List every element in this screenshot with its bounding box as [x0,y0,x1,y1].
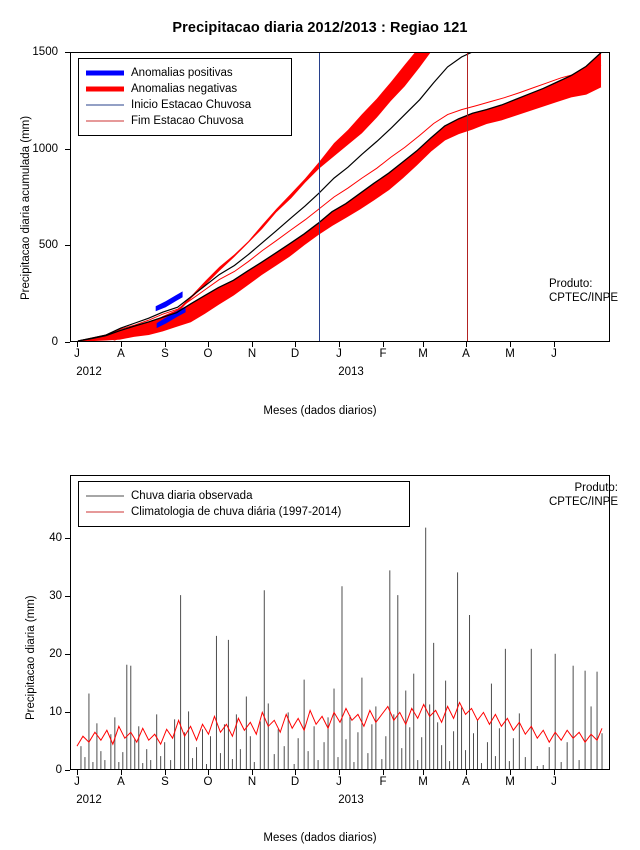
legend-label: Inicio Estacao Chuvosa [131,99,252,111]
legend-label: Anomalias negativas [131,83,238,95]
bottom-x-axis-label: Meses (dados diarios) [263,832,377,844]
fim-estacao-chuvosa-line [467,53,468,341]
bottom-x-tick-fev-2013: F [379,776,387,788]
bottom-x-tick-jul-2012: J [74,776,80,788]
bottom-y-tick-0: 0 [55,764,62,776]
top-x-tickmark-2 [165,342,166,347]
product-label: Produto: [548,278,593,290]
top-y-tick-1000: 1000 [32,142,58,155]
top-x-tick-mai-2013: M [505,348,515,360]
top-x-tick-dez-2012: D [290,348,300,360]
top-y-axis-label: Precipitacao diaria acumulada (mm) [20,115,32,300]
top-x-tickmark-1 [121,342,122,347]
bottom-y-tick-40: 40 [49,532,62,544]
bottom-x-tickmark-11 [554,770,555,775]
bottom-x-tick-set-2012: S [161,776,169,788]
top-x-tickmark-8 [423,342,424,347]
inicio-estacao-chuvosa-line [319,53,320,341]
top-y-tick-0: 0 [51,336,58,348]
top-x-tickmark-10 [510,342,511,347]
top-x-tickmark-3 [208,342,209,347]
thin-navy-line-icon [86,99,124,111]
bottom-x-tickmark-10 [510,770,511,775]
bottom-x-tick-nov-2012: N [247,776,257,788]
bottom-x-tick-ago-2012: A [117,776,125,788]
top-year-label-2013: 2013 [338,366,364,378]
top-y-tickmark-0 [65,342,70,343]
top-x-tick-jul-2012: J [74,348,80,360]
top-x-tick-out-2012: O [203,348,213,360]
bottom-x-tick-jun-2013: J [551,776,557,788]
top-x-axis-label: Meses (dados diarios) [263,405,377,417]
bottom-x-tickmark-4 [252,770,253,775]
top-y-tick-500: 500 [38,239,58,252]
thin-gray-line-icon [86,490,124,502]
bottom-x-tickmark-7 [383,770,384,775]
bottom-x-tick-abr-2013: A [462,776,470,788]
top-x-tickmark-4 [252,342,253,347]
bottom-x-tick-mar-2013: M [418,776,428,788]
bottom-legend [78,481,410,527]
legend-label: Fim Estacao Chuvosa [131,115,244,127]
bottom-y-tick-10: 10 [49,706,62,718]
legend-item-fim-estacao [86,113,283,129]
climatology-daily-line [77,702,602,746]
thin-red-line-icon [86,115,124,127]
legend-label: Climatologia de chuva diária (1997-2014) [131,506,342,518]
product-value: CPTEC/INPE [548,496,618,508]
bottom-product-note [549,481,618,509]
observed-daily-impulses [81,528,602,769]
legend-item-anomalias-negativas [86,81,283,97]
top-product-note [549,277,618,305]
bottom-x-tickmark-3 [208,770,209,775]
bottom-x-tickmark-1 [121,770,122,775]
bottom-y-tickmark-0 [65,770,70,771]
legend-label: Anomalias positivas [131,67,233,79]
product-label: Produto: [574,482,618,494]
top-x-tick-abr-2013: A [462,348,470,360]
product-value: CPTEC/INPE [548,292,618,304]
bottom-x-tickmark-2 [165,770,166,775]
top-x-tickmark-7 [383,342,384,347]
bottom-x-tick-jan-2013: J [336,776,342,788]
thick-blue-line-icon [86,67,124,79]
bottom-x-tick-out-2012: O [203,776,213,788]
legend-item-chuva-observada [86,488,401,504]
legend-item-anomalias-positivas [86,65,283,81]
legend-item-climatologia [86,504,401,520]
bottom-x-tick-mai-2013: M [505,776,515,788]
top-x-tick-mar-2013: M [418,348,428,360]
bottom-y-axis-label: Precipitacao diaria (mm) [25,595,37,720]
daily-precipitation-panel [0,430,640,850]
top-x-tickmark-11 [554,342,555,347]
top-x-tickmark-9 [466,342,467,347]
bottom-x-tickmark-0 [77,770,78,775]
top-x-tick-set-2012: S [161,348,169,360]
top-x-tick-ago-2012: A [117,348,125,360]
bottom-x-tickmark-5 [295,770,296,775]
legend-label: Chuva diaria observada [131,490,253,502]
top-x-tick-jun-2013: J [551,348,557,360]
page-title: Precipitacao diaria 2012/2013 : Regiao 121 [172,20,468,36]
bottom-y-tick-20: 20 [49,648,62,660]
top-x-tick-jan-2013: J [336,348,342,360]
top-y-tick-1500: 1500 [32,46,58,58]
bottom-x-tickmark-9 [466,770,467,775]
top-x-tick-nov-2012: N [247,348,257,360]
bottom-x-tick-dez-2012: D [290,776,300,788]
top-x-tickmark-0 [77,342,78,347]
thin-red-line-icon [86,506,124,518]
top-x-tickmark-6 [339,342,340,347]
thick-red-line-icon [86,83,124,95]
bottom-x-tickmark-6 [339,770,340,775]
bottom-x-tickmark-8 [423,770,424,775]
top-year-label-2012: 2012 [76,366,102,378]
top-x-tick-fev-2013: F [379,348,387,360]
top-x-tickmark-5 [295,342,296,347]
top-legend [78,58,292,136]
bottom-year-label-2012: 2012 [76,794,102,806]
bottom-year-label-2013: 2013 [338,794,364,806]
legend-item-inicio-estacao [86,97,283,113]
bottom-y-tick-30: 30 [49,590,62,602]
